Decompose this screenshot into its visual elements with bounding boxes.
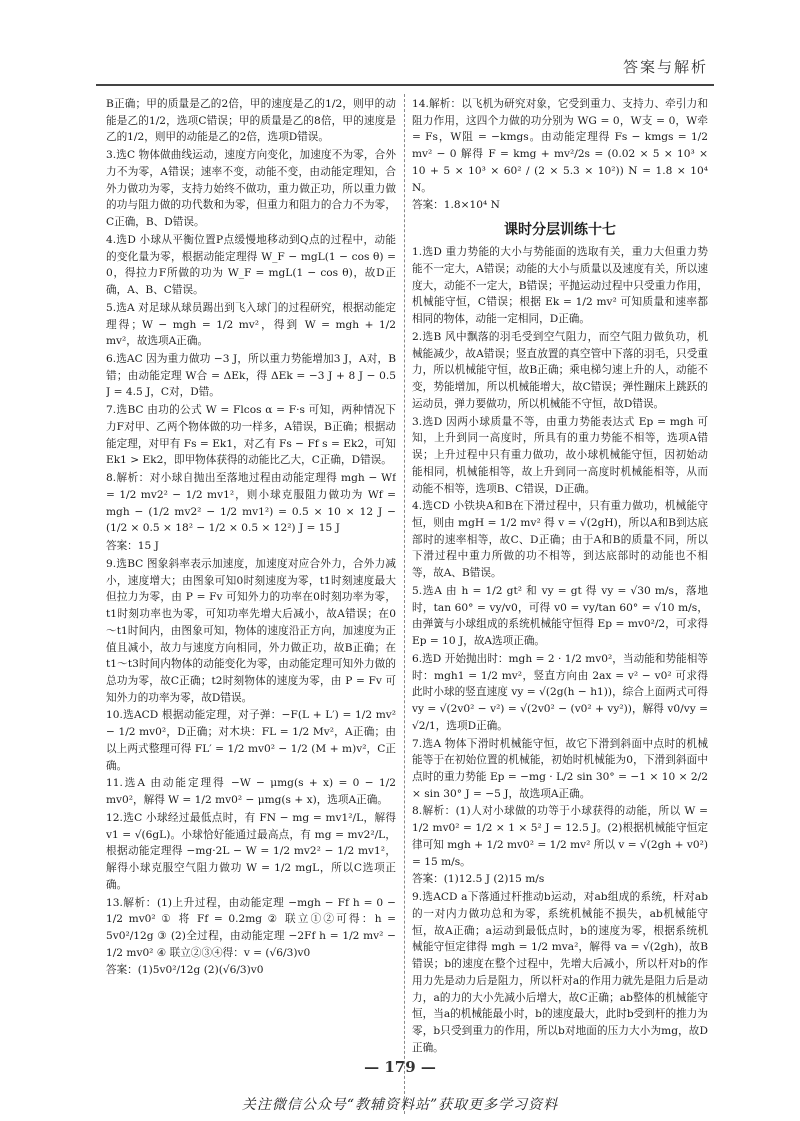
answer-paragraph: 9.选ACD a下落通过杆推动b运动，对ab组成的系统，杆对ab的一对内力做功总和为零，系统机械能不损失，ab机械能守恒，故A正确；a运动到最低点时，b的速度为零，根据系统机械能守恒定律得 mgh = 1/2 mva²，解得 va = √(2gh)，故B错误；b的速度在整个过程中，先增大后减小，所以杆对b的作用力先是动力后是阻力，所以杆对a的作用力就先是阻力后是动力，a的力的大小先减小后增大，故C正确；ab整体的机械能守恒，当a的机械能最小时，b的速度最大，此时b受到杆的推力为零，b只受到重力的作用，所以b对地面的压力大小为mg，故D正确。 — [412, 891, 708, 1054]
answer-paragraph: 7.选A 物体下滑时机械能守恒，故它下滑到斜面中点时的机械能等于在初始位置的机械能，初始时机械能为0，下滑到斜面中点时的重力势能 Ep = −mg · L/2 sin 30° = −1 × 10 × 2/2 × sin 30° J = −5 J，故选项A正确。 — [412, 737, 708, 800]
answer-paragraph: 8.解析：(1)人对小球做的功等于小球获得的动能，所以 W = 1/2 mv0² = 1/2 × 1 × 5² J = 12.5 J。(2)根据机械能守恒定律可知 mgh + 1/2 mv0² = 1/2 mv² 所以 v = √(2gh + v0²) = 15 m/s。 — [412, 805, 708, 868]
answer-paragraph: 9.选BC 图象斜率表示加速度，加速度对应合外力，合外力减小，速度增大；由图象可知0时刻速度为零，t1时刻速度最大但拉力为零，由 P = Fv 可知外力的功率在0时刻功率为零，t1时刻功率也为零，可知功率先增大后减小，故A错误；在0～t1时间内，由图象可知，物体的速度沿正方向，加速度为正值且减小，故力与速度方向相同，外力做正功，故B正确；在t1～t3时间内物体的动能变化为零，由动能定理可知外力做的总功为零，故C正确；t2时刻物体的速度为零，由 P = Fv 可知外力的功率为零，故D错误。 — [106, 557, 396, 704]
section-heading: 课时分层训练十七 — [504, 222, 616, 239]
right-column — [412, 96, 708, 1116]
page-number: — 179 — — [364, 1058, 436, 1076]
header-rule — [96, 84, 714, 86]
column-divider — [404, 94, 405, 1114]
answer-paragraph: 6.选AC 因为重力做功 −3 J，所以重力势能增加3 J，A对，B错；由动能定理 W合 = ΔEk，得 ΔEk = −3 J + 8 J − 0.5 J = 4.5 J，C对，D错。 — [106, 353, 396, 399]
answer-paragraph: 14.解析：以飞机为研究对象，它受到重力、支持力、牵引力和阻力作用，这四个力做的功分别为 WG = 0，W支 = 0，W牵 = Fs，W阻 = −kmgs。由动能定理得 Fs − kmgs = 1/2 mv² − 0 解得 F = kmg + mv²/2s = (0.02 × 5 × 10³ × 10 + 5 × 10³ × 60² / (2 × 5.3 × 10²)) N = 1.8 × 10⁴ N。 — [412, 98, 708, 194]
answer-paragraph: 3.选C 物体做曲线运动，速度方向变化，加速度不为零，合外力不为零，A错误；速率不变，动能不变，由动能定理知，合外力做功为零，支持力始终不做功，重力做正功，所以重力做的功与阻力做的功代数和为零，但重力和阻力的合力不为零，C正确，B、D错误。 — [106, 149, 396, 229]
footer-note: 关注微信公众号“教辅资料站”获取更多学习资料 — [241, 1097, 559, 1113]
answer-paragraph: 12.选C 小球经过最低点时，有 FN − mg = mv1²/L，解得 v1 = √(6gL)。小球恰好能通过最高点，有 mg = mv2²/L，根据动能定理得 −mg·2L − W = 1/2 mv2² − 1/2 mv1²，解得小球克服空气阻力做功 W = 1/2 mgL，所以C选项正确。 — [106, 811, 396, 891]
answer-paragraph: 13.解析：(1)上升过程，由动能定理 −mgh − Ff h = 0 − 1/2 mv0² ① 将 Ff = 0.2mg ② 联立①②可得：h = 5v0²/12g ③ (2)全过程，由动能定理 −2Ff h = 1/2 mv² − 1/2 mv0² ④ 联立②③④得：v = (√6/3)v0 — [106, 896, 396, 959]
answer-paragraph: 1.选D 重力势能的大小与势能面的选取有关，重力大但重力势能不一定大，A错误；动能的大小与质量以及速度有关，所以速度大，动能不一定大，B错误；平抛运动过程中只受重力作用，机械能守恒，C错误；根据 Ek = 1/2 mv² 可知质量和速率都相同的物体，动能一定相同，D正确。 — [412, 246, 708, 326]
answer-paragraph: 11.选A 由动能定理得 −W − μmg(s + x) = 0 − 1/2 mv0²，解得 W = 1/2 mv0² − μmg(s + x)，选项A正确。 — [106, 777, 396, 807]
answer-paragraph: 答案：(1)5v0²/12g (2)(√6/3)v0 — [106, 964, 264, 977]
left-column — [106, 96, 396, 1116]
answer-paragraph: 3.选D 因两小球质量不等，由重力势能表达式 Ep = mgh 可知，上升到同一高度时，所具有的重力势能不相等，选项A错误；上升过程中只有重力做功，故小球机械能守恒，因初始动能相同，机械能相等，故上升到同一高度时机械能相等，从而动能不相等，选项B、C错误，D正确。 — [412, 415, 708, 495]
answer-paragraph: 10.选ACD 根据动能定理，对子弹：−F(L + L′) = 1/2 mv² − 1/2 mv0²，D正确；对木块：FL = 1/2 Mv²，A正确；由以上两式整理可得 FL′ = 1/2 mv0² − 1/2 (M + m)v²，C正确。 — [106, 709, 396, 772]
answer-paragraph: 4.选CD 小铁块A和B在下滑过程中，只有重力做功，机械能守恒，则由 mgH = 1/2 mv² 得 v = √(2gH)，所以A和B到达底部时的速率相等，故C、D正确；由于A和B的质量不同，所以下滑过程中重力所做的功不相等，到达底部时的动能也不相等，故A、B错误。 — [412, 500, 708, 580]
answer-paragraph: 答案：(1)12.5 J (2)15 m/s — [412, 873, 545, 886]
answer-paragraph: 7.选BC 由功的公式 W = Flcos α = F·s 可知，两种情况下力F对甲、乙两个物体做的功一样多，A错误，B正确；根据动能定理，对甲有 Fs = Ek1，对乙有 Fs − Ff s = Ek2，可知 Ek1 > Ek2，即甲物体获得的动能比乙大，C正确，D错误。 — [106, 404, 396, 467]
page-header-title: 答案与解析 — [622, 58, 708, 76]
answer-paragraph: 2.选B 风中飘落的羽毛受到空气阻力，而空气阻力做负功，机械能减少，故A错误；竖直放置的真空管中下落的羽毛，只受重力，所以机械能守恒，故B正确；乘电梯匀速上升的人，动能不变，势能增加，所以机械能增大，故C错误；弹性蹦床上跳跃的运动员，弹力要做功，所以机械能不守恒，故D错误。 — [412, 330, 708, 410]
answer-paragraph: 6.选D 开始抛出时：mgh = 2 · 1/2 mv0²，当动能和势能相等时：mgh1 = 1/2 mv²，竖直方向由 2ax = v² − v0² 可求得此时小球的竖直速度 vy = √(2g(h − h1))，综合上面两式可得 vy = √(2v0² − v²) = √(2v0² − (v0² + vy²))，解得 v0/vy = √2/1，选项D正确。 — [412, 652, 708, 732]
answer-paragraph: 答案：15 J — [106, 540, 159, 553]
answer-paragraph: 答案：1.8×10⁴ N — [412, 199, 500, 212]
answer-paragraph: 5.选A 对足球从球员踢出到飞入球门的过程研究，根据动能定理得；W − mgh = 1/2 mv²，得到 W = mgh + 1/2 mv²，故选项A正确。 — [106, 301, 396, 348]
answer-paragraph: 5.选A 由 h = 1/2 gt² 和 vy = gt 得 vy = √30 m/s，落地时，tan 60° = vy/v0，可得 v0 = vy/tan 60° = √10 m/s，由弹簧与小球组成的系统机械能守恒得 Ep = mv0²/2，可求得 Ep = 10 J，故A选项正确。 — [412, 584, 708, 648]
answer-paragraph: B正确；甲的质量是乙的2倍，甲的速度是乙的1/2，则甲的动能是乙的1/2，选项C错误；甲的质量是乙的8倍，甲的速度是乙的1/2，则甲的动能是乙的2倍，选项D错误。 — [106, 98, 396, 144]
answer-paragraph: 8.解析：对小球自抛出至落地过程由动能定理得 mgh − Wf = 1/2 mv2² − 1/2 mv1²，则小球克服阻力做功为 Wf = mgh − (1/2 mv2² − 1/2 mv1²) = 0.5 × 10 × 12 J − (1/2 × 0.5 × 18² − 1/2 × 0.5 × 12²) J = 15 J — [106, 472, 396, 535]
answer-paragraph: 4.选D 小球从平衡位置P点缓慢地移动到Q点的过程中，动能的变化量为零，根据动能定理得 W_F − mgL(1 − cos θ) = 0，得拉力F所做的功为 W_F = mgL(1 − cos θ)，故D正确，A、B、C错误。 — [106, 233, 396, 297]
